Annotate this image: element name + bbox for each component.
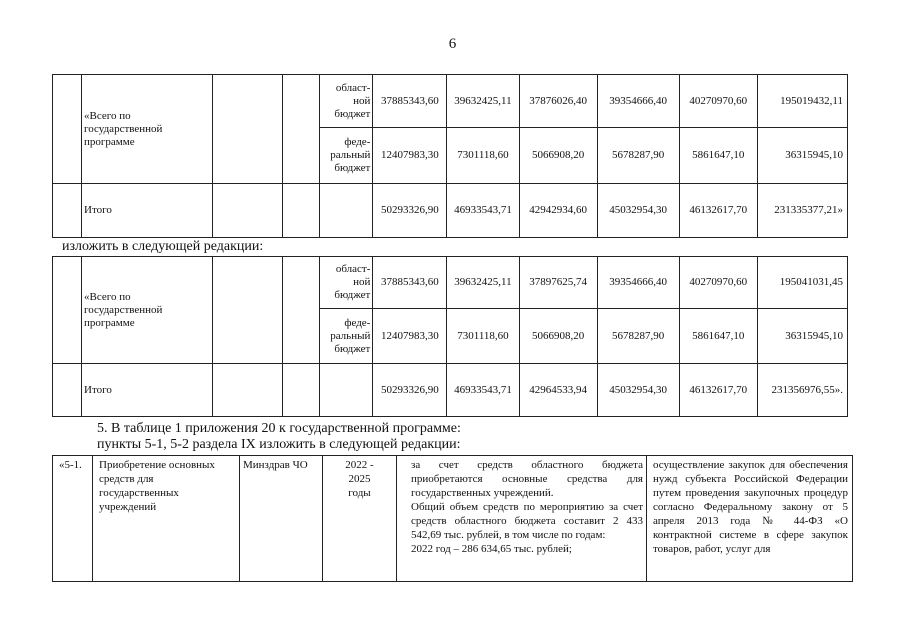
value-cell: 37885343,60: [373, 75, 447, 128]
page-number: 6: [448, 36, 457, 52]
budget-table-old: [52, 74, 848, 238]
cell-empty: [53, 364, 82, 417]
total-label: Итого: [82, 364, 213, 417]
value-cell: 5678287,90: [597, 128, 679, 184]
financing-text-1: за счет средств областного бюджета приобретаются основные средства для государственных учреждений.: [411, 459, 643, 499]
value-cell: 40270970,60: [679, 257, 757, 309]
financing-text-3: 2022 год – 286 634,65 тыс. рублей;: [411, 543, 572, 555]
paragraph-5-sub: пункты 5-1, 5-2 раздела IX изложить в следующей редакции:: [97, 437, 461, 452]
source-oblast: област-ной бюджет: [320, 257, 373, 309]
cell-empty: [213, 257, 283, 364]
value-cell: 7301118,60: [447, 309, 519, 364]
value-cell: 5066908,20: [519, 309, 597, 364]
value-cell: 231335377,21»: [757, 184, 847, 238]
total-label: Итого: [82, 184, 213, 238]
value-cell: 5861647,10: [679, 309, 757, 364]
value-cell: 45032954,30: [597, 184, 679, 238]
item-procedure: осуществление закупок для обеспечения нужд субъекта Российской Федерации путем проведения закупочных процедур согласно Федеральному закону от 5 апреля 2013 года № 44-ФЗ «О контрактной системе в сфере закупок товаров, работ, услуг для: [647, 456, 853, 582]
program-label: «Всего по государственной программе: [82, 75, 213, 184]
item-name: Приобретение основных средств для государственных учреждений: [93, 456, 240, 582]
cell-empty: [53, 75, 82, 184]
value-cell: 37885343,60: [373, 257, 447, 309]
value-cell: 36315945,10: [757, 309, 847, 364]
value-cell: 36315945,10: [757, 128, 847, 184]
value-cell: 46933543,71: [447, 184, 519, 238]
instruction-text: изложить в следующей редакции:: [62, 239, 264, 254]
value-cell: 5678287,90: [597, 309, 679, 364]
cell-empty: [283, 364, 320, 417]
source-federal: феде-ральный бюджет: [320, 128, 373, 184]
value-cell: 195041031,45: [757, 257, 847, 309]
measures-table: [52, 455, 853, 582]
cell-empty: [320, 364, 373, 417]
paragraph-5: 5. В таблице 1 приложения 20 к государственной программе:: [97, 421, 461, 436]
source-oblast: област-ной бюджет: [320, 75, 373, 128]
item-executor: Минздрав ЧО: [240, 456, 323, 582]
value-cell: 5861647,10: [679, 128, 757, 184]
value-cell: 42942934,60: [519, 184, 597, 238]
value-cell: 37876026,40: [519, 75, 597, 128]
value-cell: 39354666,40: [597, 257, 679, 309]
cell-empty: [283, 75, 320, 184]
value-cell: 7301118,60: [447, 128, 519, 184]
item-number: «5-1.: [53, 456, 93, 582]
value-cell: 37897625,74: [519, 257, 597, 309]
cell-empty: [213, 75, 283, 184]
value-cell: 12407983,30: [373, 128, 447, 184]
cell-empty: [53, 257, 82, 364]
value-cell: 40270970,60: [679, 75, 757, 128]
item-years: 2022 - 2025 годы: [323, 456, 397, 582]
value-cell: 231356976,55».: [757, 364, 847, 417]
value-cell: 50293326,90: [373, 184, 447, 238]
value-cell: 45032954,30: [597, 364, 679, 417]
value-cell: 46132617,70: [679, 364, 757, 417]
value-cell: 12407983,30: [373, 309, 447, 364]
budget-table-new: [52, 256, 848, 417]
cell-empty: [320, 184, 373, 238]
value-cell: 5066908,20: [519, 128, 597, 184]
value-cell: 195019432,11: [757, 75, 847, 128]
cell-empty: [283, 184, 320, 238]
item-financing: [397, 456, 647, 582]
value-cell: 46933543,71: [447, 364, 519, 417]
value-cell: 39632425,11: [447, 257, 519, 309]
program-label: «Всего по государственной программе: [82, 257, 213, 364]
value-cell: 39354666,40: [597, 75, 679, 128]
cell-empty: [53, 184, 82, 238]
value-cell: 50293326,90: [373, 364, 447, 417]
value-cell: 42964533,94: [519, 364, 597, 417]
financing-text-2: Общий объем средств по мероприятию за счет средств областного бюджета составит 2 433 542,69 тыс. рублей, в том числе по годам:: [411, 501, 643, 541]
cell-empty: [213, 364, 283, 417]
value-cell: 46132617,70: [679, 184, 757, 238]
source-federal: феде-ральный бюджет: [320, 309, 373, 364]
cell-empty: [283, 257, 320, 364]
value-cell: 39632425,11: [447, 75, 519, 128]
cell-empty: [213, 184, 283, 238]
